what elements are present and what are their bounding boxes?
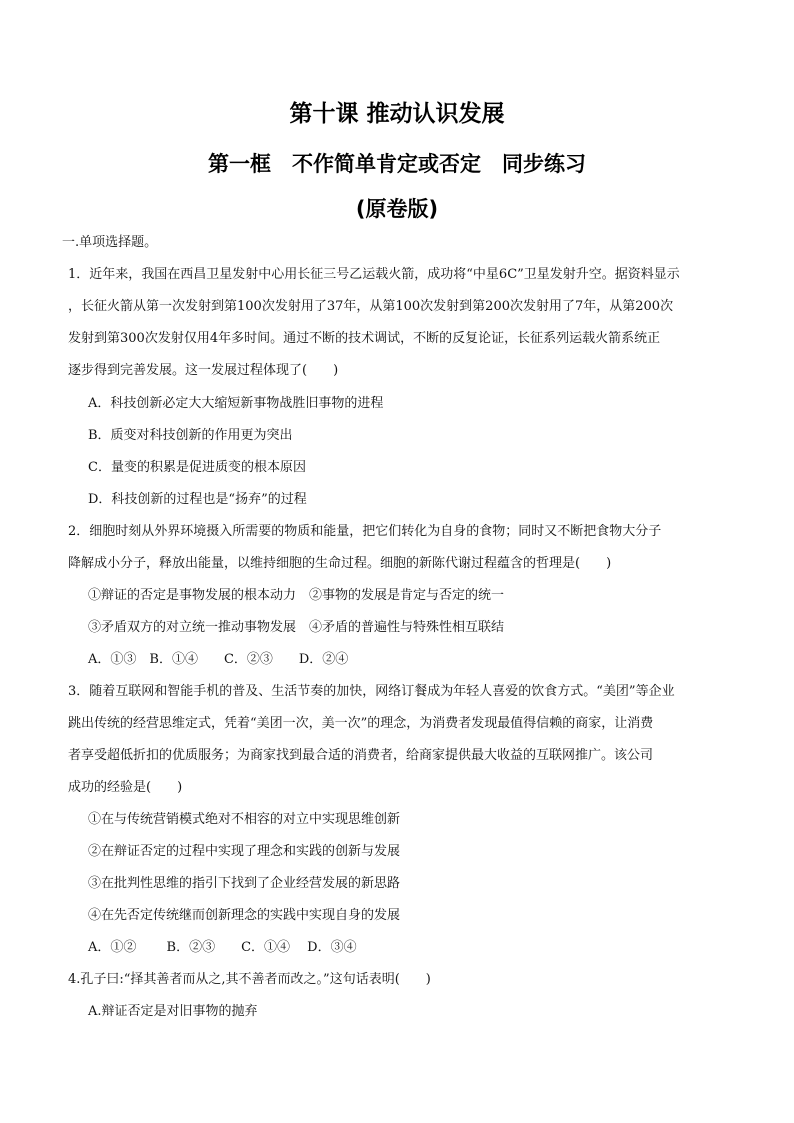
question-1-option-a: A．科技创新必定大大缩短新事物战胜旧事物的进程 [88,396,384,411]
question-3-line-3: 者享受超低折扣的优质服务；为商家找到最合适的消费者，给商家提供最大收益的互联网推广。该公司 [68,748,654,763]
question-3-statement-2: ②在辩证否定的过程中实现了理念和实践的创新与发展 [88,844,401,859]
question-2-statements-1: ①辩证的否定是事物发展的根本动力 ②事物的发展是肯定与否定的统一 [88,588,505,603]
question-1-option-c: C．量变的积累是促进质变的根本原因 [88,460,306,475]
question-3-line-1: 3．随着互联网和智能手机的普及、生活节奏的加快，网络订餐成为年轻人喜爱的饮食方式。“美团”等企业 [68,684,675,699]
question-1-option-b: B．质变对科技创新的作用更为突出 [88,428,293,443]
section-subtitle: 第一框 不作简单肯定或否定 同步练习 [208,152,586,176]
question-3-answer-choices: A．①② B．②③ C．①④ D．③④ [88,940,357,955]
question-4-line-1: 4.孔子曰:“择其善者而从之,其不善者而改之。”这句话表明( ) [68,972,431,987]
question-4-option-a: A.辩证否定是对旧事物的抛弃 [88,1004,258,1019]
section-heading: 一.单项选择题。 [62,235,158,250]
question-2-statements-2: ③矛盾双方的对立统一推动事物发展 ④矛盾的普遍性与特殊性相互联结 [88,620,505,635]
question-1-line-1: 1．近年来，我国在西昌卫星发射中心用长征三号乙运载火箭，成功将“中星6C”卫星发射升空。据资料显示 [68,267,680,282]
question-3-line-2: 跳出传统的经营思维定式，凭着“美团一次，美一次”的理念，为消费者发现最值得信赖的商家，让消费 [68,716,654,731]
question-1-line-4: 逐步得到完善发展。这一发展过程体现了( ) [68,363,339,378]
question-3-line-4: 成功的经验是( ) [68,780,183,795]
question-2-line-2: 降解成小分子，释放出能量，以维持细胞的生命过程。细胞的新陈代谢过程蕴含的哲理是( ) [68,556,612,571]
question-2-line-1: 2．细胞时刻从外界环境摄入所需要的物质和能量，把它们转化为自身的食物；同时又不断把食物大分子 [68,524,662,539]
question-3-statement-3: ③在批判性思维的指引下找到了企业经营发展的新思路 [88,876,401,891]
lesson-title: 第十课 推动认识发展 [289,101,505,127]
question-1-line-3: 发射到第300次发射仅用4年多时间。通过不断的技术调试，不断的反复论证，长征系列运载火箭系统正 [68,331,661,346]
question-2-answer-choices: A．①③ B．①④ C．②③ D．②④ [88,652,349,667]
question-1-line-2: ，长征火箭从第一次发射到第100次发射用了37年，从第100次发射到第200次发射用了7年，从第200次 [68,299,674,314]
question-3-statement-1: ①在与传统营销模式绝对不相容的对立中实现思维创新 [88,812,401,827]
edition-label: (原卷版) [355,197,439,221]
question-1-option-d: D．科技创新的过程也是“扬弃”的过程 [88,492,307,507]
question-3-statement-4: ④在先否定传统继而创新理念的实践中实现自身的发展 [88,908,401,923]
